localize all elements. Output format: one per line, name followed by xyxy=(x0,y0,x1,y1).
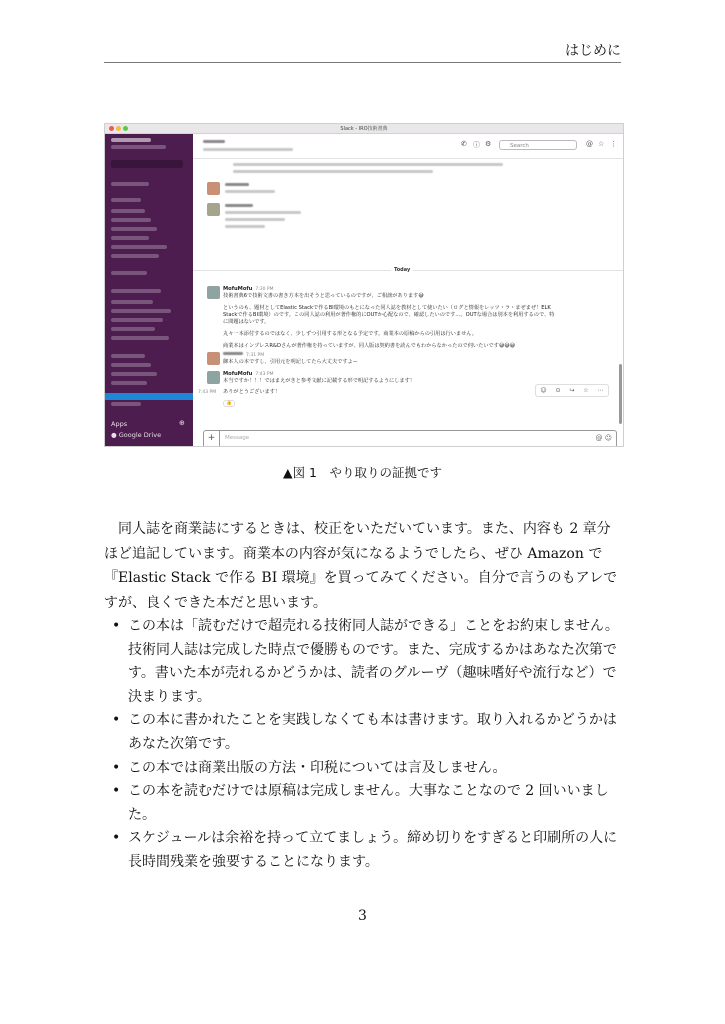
list-item: • スケジュールは余裕を持って立てましょう。締め切りをすぎると印刷所の人に長時間残業を強要することになります。 xyxy=(104,827,622,874)
message-time: 7:30 PM xyxy=(255,287,274,292)
jump-box xyxy=(111,160,183,168)
bullet-list xyxy=(104,615,622,875)
message-line: というのも、題材としてElastic Stackで作るBI環境のもとになった同人誌を教材として使いたい（ログと情報をレッツ・ラ・まぜまぜ！ELK xyxy=(223,305,551,311)
message-line: 技術書典6で技術文書の書き方本を出そうと思っているのですが、ご相談があります😅 xyxy=(223,293,424,299)
message-header xyxy=(223,286,274,293)
workspace-name xyxy=(111,138,151,142)
sidebar-row xyxy=(111,381,147,385)
thread-icon[interactable]: ⊙ xyxy=(555,387,561,394)
window-titlebar xyxy=(105,124,623,134)
message-line: ありがとうございます！ xyxy=(223,389,281,395)
message-line: 御本人の本ですし、引用元を明記してたら大丈夫ですよー xyxy=(223,359,358,365)
more-icon[interactable]: ⋮ xyxy=(610,140,617,148)
avatar xyxy=(207,203,220,216)
sidebar-row xyxy=(111,182,149,186)
emoji-icon[interactable]: ☺ xyxy=(604,434,612,442)
avatar xyxy=(207,182,220,195)
mention-icon[interactable]: @ xyxy=(586,140,593,148)
blurred-message xyxy=(233,163,503,166)
list-item: • この本は「読むだけで超売れる技術同人誌ができる」ことをお約束しません。技術同人誌は完成した時点で優勝ものです。また、完成するかはあなた次第です。書いた本が売れるかどうかは、読者のグルーヴ（趣味嗜好や流行など）で決まります。 xyxy=(104,615,622,709)
message-time: 7:31 PM xyxy=(246,353,265,358)
attach-plus-icon[interactable]: + xyxy=(204,431,220,447)
mention-icon[interactable]: @ xyxy=(595,434,603,442)
channel-header xyxy=(193,134,623,159)
list-item: • この本に書かれたことを実践しなくても本は書けます。取り入れるかどうかはあなた次第です。 xyxy=(104,709,622,756)
page-number: 3 xyxy=(358,908,367,924)
message-time: 7:43 PM xyxy=(198,390,217,395)
scrollbar[interactable] xyxy=(619,364,622,424)
info-icon[interactable]: ⓘ xyxy=(473,141,480,149)
gear-icon[interactable]: ⚙ xyxy=(485,140,492,148)
message-line: 本当ですか！！！ではまえがきと参考文献に記載する形で明記するようにします！ xyxy=(223,378,415,384)
sidebar-row xyxy=(111,236,149,240)
sidebar-row xyxy=(111,309,171,313)
sidebar-row xyxy=(111,300,153,304)
sidebar-row xyxy=(111,209,145,213)
search-placeholder: Search xyxy=(510,143,529,149)
google-drive-label: Google Drive xyxy=(118,431,162,439)
sidebar-row xyxy=(111,372,157,376)
star-icon[interactable]: ☆ xyxy=(598,140,605,148)
header-rule xyxy=(104,62,621,63)
sidebar-row xyxy=(111,336,169,340)
sidebar-row xyxy=(111,289,161,293)
window-title: Slack - IRO技術書典 xyxy=(340,126,388,132)
search-input[interactable] xyxy=(499,140,577,150)
sidebar-row xyxy=(111,318,163,322)
message-actions-toolbar xyxy=(535,384,609,397)
slack-main xyxy=(193,134,623,446)
channel-name xyxy=(203,140,225,143)
sidebar-row xyxy=(111,271,147,275)
sidebar-row xyxy=(111,402,141,406)
composer-placeholder: Message xyxy=(225,435,250,441)
blurred-message xyxy=(225,190,275,193)
message-header xyxy=(223,352,264,359)
sidebar-item-active[interactable] xyxy=(105,393,193,400)
running-header: はじめに xyxy=(565,43,621,59)
share-icon[interactable]: ↪ xyxy=(569,387,575,394)
message-author: MofuMofu xyxy=(223,371,253,377)
phone-icon[interactable]: ✆ xyxy=(461,140,467,148)
message-line: 丸々一本添付するのではなく、少しずつ引用する形となる予定です。商業本の原稿からの引用は行いません。 xyxy=(223,331,477,337)
blurred-name xyxy=(223,352,243,355)
message-author: MofuMofu xyxy=(223,286,253,292)
sidebar-item-google-drive[interactable]: ● Google Drive xyxy=(111,431,162,439)
sidebar-row xyxy=(111,363,151,367)
sidebar-row xyxy=(111,327,155,331)
user-status xyxy=(111,145,166,149)
avatar xyxy=(207,286,220,299)
message-time: 7:43 PM xyxy=(255,372,274,377)
sidebar-row xyxy=(111,245,167,249)
composer-icons xyxy=(595,434,612,442)
more-icon[interactable]: ⋯ xyxy=(597,387,604,394)
sidebar-row xyxy=(111,218,151,222)
sidebar-row xyxy=(111,227,157,231)
message-line: に問題はないです。 xyxy=(223,319,270,325)
list-item: • この本を読むだけでは原稿は完成しません。大事なことなので 2 回いいました。 xyxy=(104,780,622,827)
blurred-name xyxy=(225,183,249,186)
message-line: Stackで作るBI環境）のです。この同人誌の利用が著作権的にOUTか心配なので、確認したいのです…。OUTな場合は別本を利用するので、特 xyxy=(223,312,555,318)
add-app-icon[interactable]: ⊕ xyxy=(179,419,185,427)
reaction-badge[interactable]: 👍 xyxy=(223,400,235,407)
avatar xyxy=(207,352,220,365)
figure-caption: ▲図 1 やり取りの証拠です xyxy=(282,465,443,480)
body-paragraph: 同人誌を商業誌にするときは、校正をいただいています。また、内容も 2 章分ほど追記しています。商業本の内容が気になるようでしたら、ぜひ Amazon で『Elastic Stack で作る BI 環境』を買ってみてください。自分で言うのもアレですが、良くできた本だと思います。 xyxy=(104,521,618,611)
blurred-message xyxy=(225,211,301,214)
channel-topic xyxy=(203,148,293,151)
sidebar-row xyxy=(111,354,145,358)
message-line: 商業本はインプレスR&Dさんが著作権を持っていますが、同人版は契約書を読んでもわからなかったので伺いたいです😅😅😅 xyxy=(223,343,516,349)
avatar xyxy=(207,371,220,384)
blurred-message xyxy=(225,218,285,221)
slack-screenshot xyxy=(104,123,624,447)
blurred-message xyxy=(233,170,433,173)
slack-sidebar xyxy=(105,134,193,446)
day-divider-label: Today xyxy=(391,267,413,273)
blurred-name xyxy=(225,204,253,207)
message-header xyxy=(223,371,274,378)
sidebar-row xyxy=(111,254,159,258)
sidebar-apps-label: Apps xyxy=(111,420,128,428)
sidebar-row xyxy=(111,198,141,202)
star-icon[interactable]: ☆ xyxy=(583,387,589,394)
message-composer[interactable] xyxy=(203,430,617,447)
list-item: • この本では商業出版の方法・印税については言及しません。 xyxy=(104,757,622,781)
add-reaction-icon[interactable]: ☺ xyxy=(540,387,547,394)
blurred-message xyxy=(225,225,265,228)
